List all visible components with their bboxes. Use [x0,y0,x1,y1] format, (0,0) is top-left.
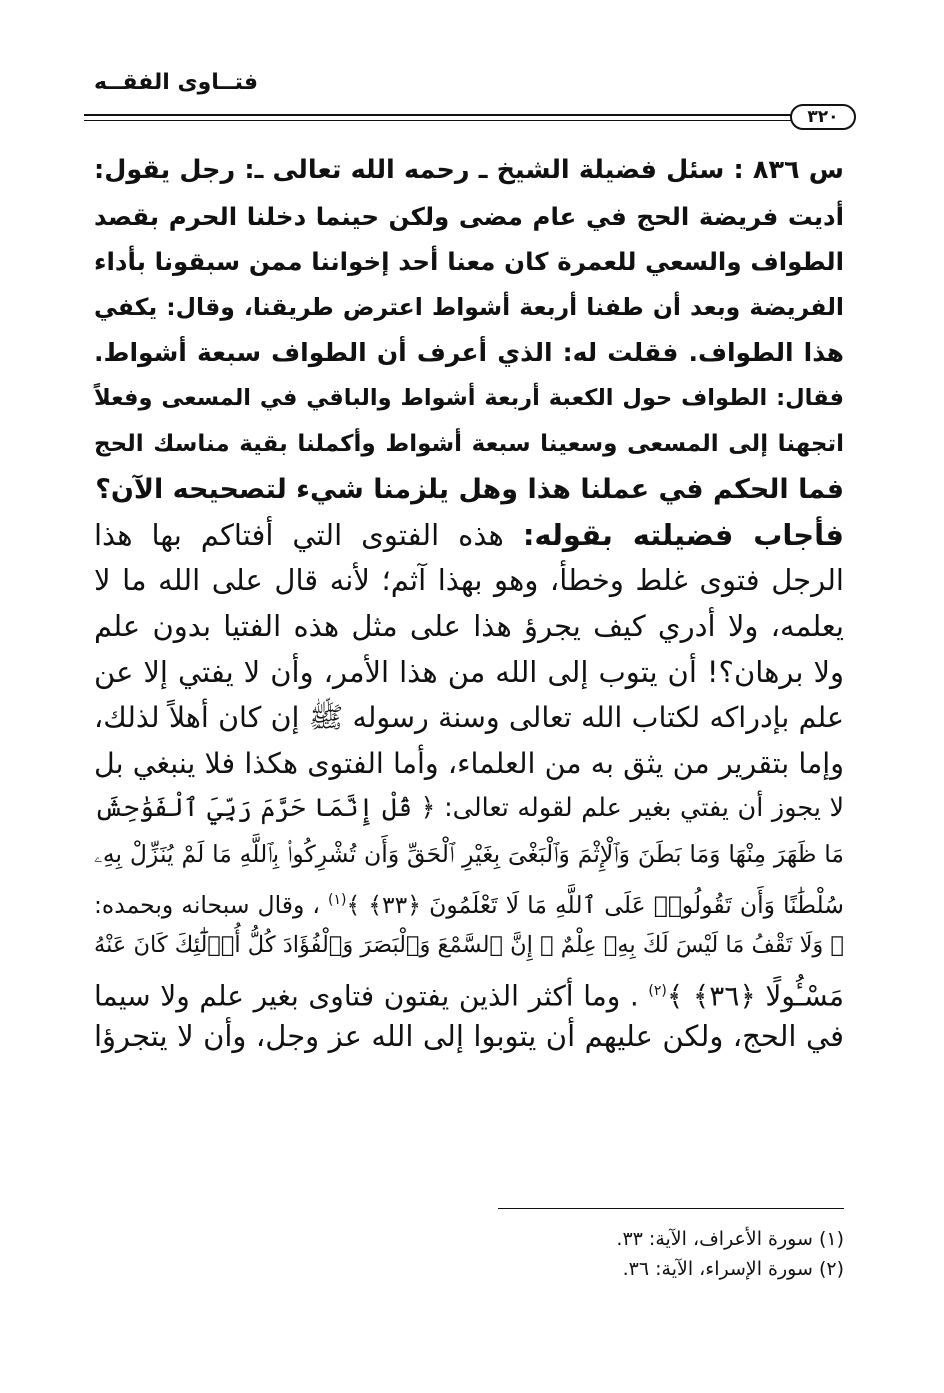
answer-line: ولا برهان؟! أن يتوب إلى الله من هذا الأمر، وأن لا يفتي إلا عن [94,654,844,689]
footnote-marker: (١) [327,891,347,908]
page-number: ٣٢٠ [790,104,856,130]
footnotes [444,1224,844,1284]
answer-line [94,969,844,1015]
answer-lead: فأجاب فضيلته بقوله: [522,517,845,552]
answer-line: وإما بتقرير من يثق به من العلماء، وأما الفتوى هكذا فلا ينبغي بل [94,746,844,780]
answer-line: علم بإدراكه لكتاب الله تعالى وسنة رسوله ﷺ إن كان أهلاً لذلك، [94,701,844,735]
question-line: اتجهنا إلى المسعى وسعينا سبعة أشواط وأكملنا بقية مناسك الحج [94,430,844,457]
answer-line: الرجل فتوى غلط وخطأ، وهو بهذا آثم؛ لأنه قال على الله ما لا [94,563,844,598]
footnote-marker: (٢) [648,982,667,999]
question-line: الفريضة وبعد أن طفنا أربعة أشواط اعترض طريقنا، وقال: يكفي [94,292,844,321]
question-line: أديت فريضة الحج في عام مضى ولكن حينما دخلنا الحرم بقصد [94,201,844,231]
footnote: (٢) سورة الإسراء، الآية: ٣٦. [622,1258,844,1280]
answer-line [94,786,844,832]
answer-text: هذه الفتوى التي أفتاكم بها هذا [94,517,504,552]
answer-text: . وما أكثر الذين يفتون فتاوى بغير علم ولا سيما [94,979,639,1013]
running-title: فتــاوى الفقــه [93,70,258,95]
footnote: (١) سورة الأعراف، الآية: ٣٣. [616,1228,844,1250]
quran-verse-line: مَا ظَهَرَ مِنْهَا وَمَا بَطَنَ وَٱلْإِثْمَ وَٱلْبَغْىَ بِغَيْرِ ٱلْحَقِّ وَأَن تُشْرِكُوا۟ بِٱللَّهِ مَا لَمْ يُنَزِّلْ بِهِۦ [94,839,844,868]
body-text [94,148,844,1060]
footnote-rule [498,1208,844,1209]
answer-text: ، وقال سبحانه وبحمده: [94,890,320,919]
quran-verse: مَسْـُٔولًا ﴿٣٦﴾ ﴾ [666,979,845,1013]
quran-verse-line: ﴿ وَلَا تَقْفُ مَا لَيْسَ لَكَ بِهِۦ عِلْمٌ ۚ إِنَّ ٱلسَّمْعَ وَٱلْبَصَرَ وَٱلْفُؤَادَ كُلُّ أُو۟لَٰٓئِكَ كَانَ عَنْهُ [94,932,844,959]
answer-line: يعلمه، ولا أدري كيف يجرؤ هذا على مثل هذه الفتيا بدون علم [94,608,844,643]
question-line: س ٨٣٦ : سئل فضيلة الشيخ ـ رحمه الله تعالى ـ: رجل يقول: [94,155,844,185]
answer-line [94,513,844,559]
quran-verse: سُلْطَٰنًا وَأَن تَقُولُوا۟ عَلَى ٱللَّهِ مَا لَا تَعْلَمُونَ ﴿٣٣﴾ ﴾ [346,890,844,919]
question-line: فما الحكم في عملنا هذا وهل يلزمنا شيء لتصحيحه الآن؟ [95,474,844,506]
answer-text: لا يجوز أن يفتي بغير علم لقوله تعالى: [444,793,845,824]
question-line: فقال: الطواف حول الكعبة أربعة أشواط والباقي في المسعى وفعلاً [94,384,844,411]
answer-line: في الحج، ولكن عليهم أن يتوبوا إلى الله عز وجل، وأن لا يتجرؤا [94,1019,844,1054]
quran-verse: ﴿ قُلْ إِنَّمَا حَرَّمَ رَبِّيَ ٱلْفَوَٰحِشَ [94,793,436,824]
header-rule [84,114,800,121]
question-line: الطواف والسعي للعمرة كان معنا أحد إخواننا ممن سبقونا بأداء [94,247,844,277]
answer-line [94,878,844,924]
question-line: هذا الطواف. فقلت له: الذي أعرف أن الطواف سبعة أشواط. [94,338,844,368]
